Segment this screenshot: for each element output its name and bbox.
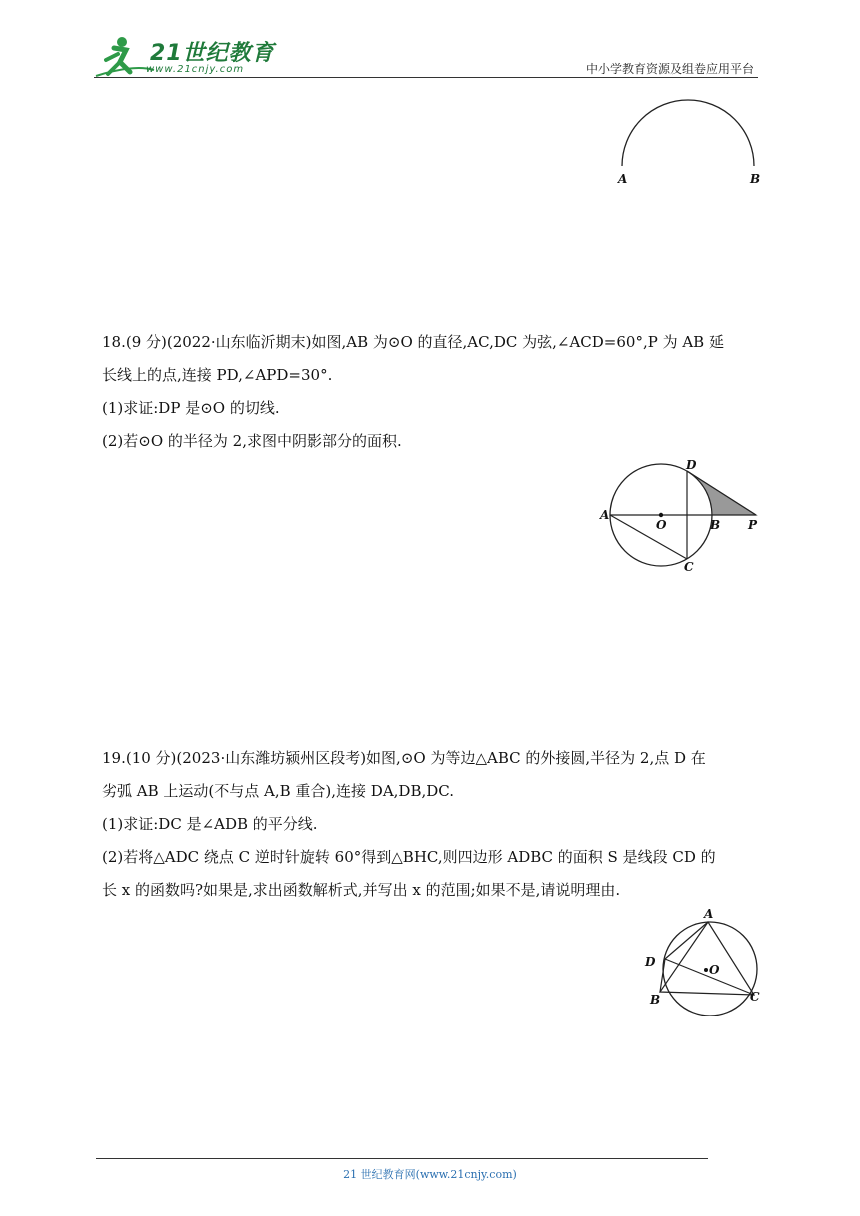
arc xyxy=(622,100,754,166)
label-b: B xyxy=(750,172,761,186)
center-dot xyxy=(659,513,663,517)
q18-part2: (2)若⊙O 的半径为 2,求图中阴影部分的面积. xyxy=(102,432,402,450)
q18-line1: 18.(9 分)(2022·山东临沂期末)如图,AB 为⊙O 的直径,AC,DC 为弦,∠ACD=60°,P 为 AB 延 xyxy=(102,333,724,351)
footer-text: 21 世纪教育网(www.21cnjy.com) xyxy=(343,1168,517,1181)
header-divider xyxy=(94,77,758,78)
q19-part2-line2: 长 x 的函数吗?如果是,求出函数解析式,并写出 x 的范围;如果不是,请说明理由. xyxy=(102,881,621,899)
logo-text: 21世纪教育 xyxy=(150,41,275,66)
label-c: C xyxy=(750,990,760,1004)
q19-part1: (1)求证:DC 是∠ADB 的平分线. xyxy=(102,815,318,833)
q19-line2: 劣弧 AB 上运动(不与点 A,B 重合),连接 DA,DB,DC. xyxy=(102,782,454,800)
segment-db xyxy=(660,959,665,992)
center-dot xyxy=(704,968,708,972)
label-p: P xyxy=(748,518,758,532)
question-18 xyxy=(102,326,767,458)
question-19 xyxy=(102,742,767,907)
label-d: D xyxy=(686,458,697,472)
figure-semicircle xyxy=(606,98,776,190)
q18-part1: (1)求证:DP 是⊙O 的切线. xyxy=(102,399,280,417)
label-a: A xyxy=(704,907,714,921)
label-c: C xyxy=(684,560,694,574)
label-a: A xyxy=(618,172,628,186)
figure-q18 xyxy=(598,458,768,574)
label-b: B xyxy=(650,993,661,1007)
label-o: O xyxy=(656,518,667,532)
logo-url: www.21cnjy.com xyxy=(146,64,245,75)
header-slogan: 中小学教育资源及组卷应用平台 xyxy=(585,62,754,76)
label-a: A xyxy=(600,508,610,522)
figure-q19 xyxy=(638,906,768,1016)
label-o: O xyxy=(709,963,720,977)
q18-line2: 长线上的点,连接 PD,∠APD=30°. xyxy=(102,366,333,384)
footer-divider xyxy=(96,1158,708,1159)
q19-part2-line1: (2)若将△ADC 绕点 C 逆时针旋转 60°得到△BHC,则四边形 ADBC 的面积 S 是线段 CD 的 xyxy=(102,848,716,866)
label-d: D xyxy=(645,955,656,969)
q19-line1: 19.(10 分)(2023·山东潍坊颍州区段考)如图,⊙O 为等边△ABC 的外接圆,半径为 2,点 D 在 xyxy=(102,749,706,767)
segment-ac xyxy=(610,515,687,559)
label-b: B xyxy=(710,518,721,532)
